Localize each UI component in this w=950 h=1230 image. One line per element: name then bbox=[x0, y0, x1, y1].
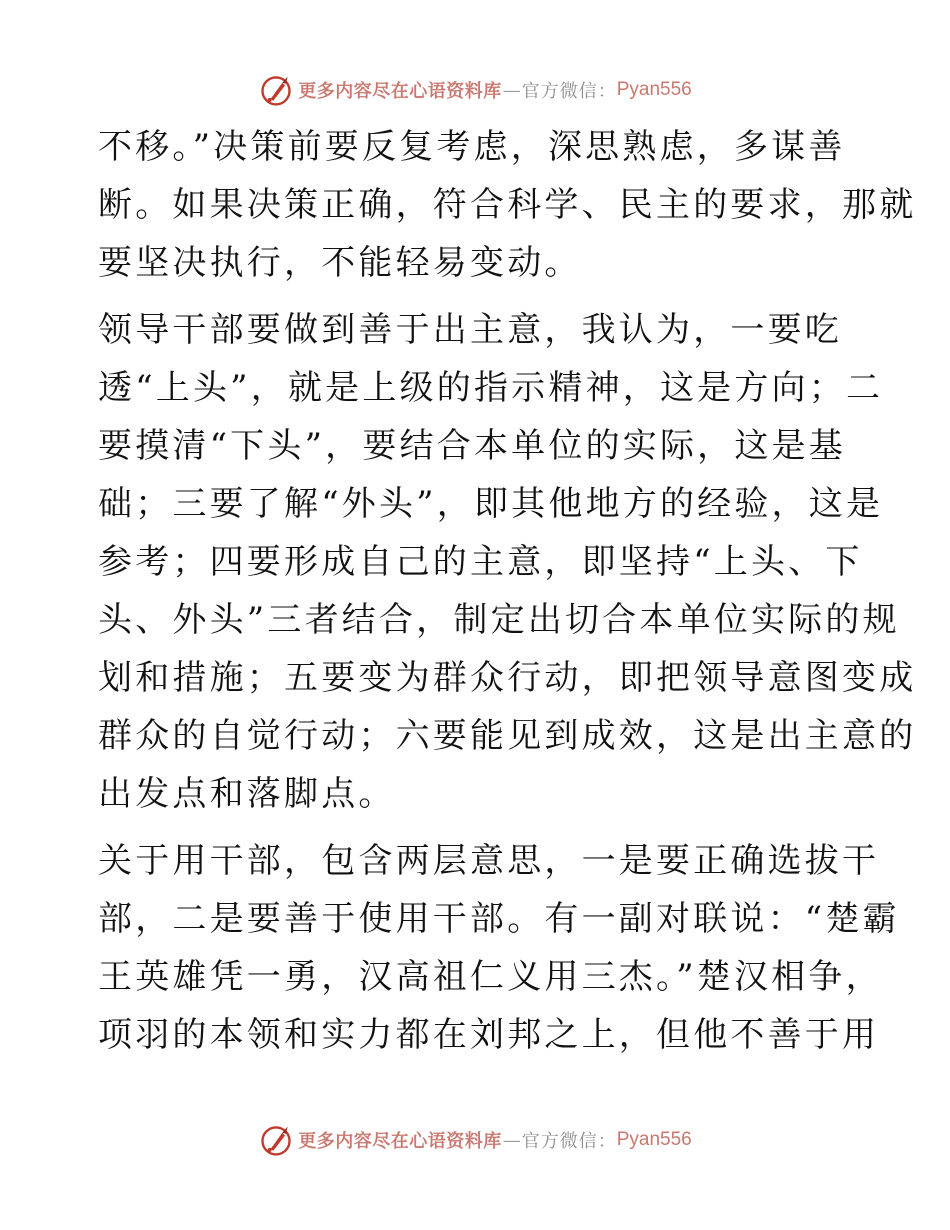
watermark-label: 官方微信： bbox=[521, 81, 617, 102]
text-line: 关于用干部，包含两层意思，一是要正确选拔干 bbox=[98, 841, 880, 881]
watermark-wechat-id: Pyan556 bbox=[616, 1129, 692, 1150]
header-watermark bbox=[0, 70, 950, 110]
text-line: 领导干部要做到善于出主意，我认为，一要吃 bbox=[98, 310, 842, 350]
document-body bbox=[98, 118, 917, 1064]
paragraph-ideas bbox=[98, 301, 917, 823]
text-line: 出发点和落脚点。 bbox=[98, 774, 396, 814]
text-line: 要坚决执行，不能轻易变动。 bbox=[98, 243, 582, 283]
text-line: 参考；四要形成自己的主意，即坚持“上头、下 bbox=[98, 542, 863, 582]
quill-pen-logo-icon bbox=[258, 72, 294, 108]
watermark-wechat-id: Pyan556 bbox=[616, 79, 692, 100]
text-line: 不移。”决策前要反复考虑，深思熟虑，多谋善 bbox=[98, 127, 846, 167]
watermark-dash: — bbox=[502, 1129, 521, 1151]
paragraph-cadres bbox=[98, 832, 900, 1064]
text-line: 项羽的本领和实力都在刘邦之上，但他不善于用 bbox=[98, 1015, 880, 1055]
watermark-main-text: 更多内容尽在心语资料库 bbox=[298, 81, 502, 102]
text-line: 头、外头”三者结合，制定出切合本单位实际的规 bbox=[98, 600, 900, 640]
watermark-main-text: 更多内容尽在心语资料库 bbox=[298, 1131, 502, 1152]
watermark-label: 官方微信： bbox=[521, 1131, 617, 1152]
footer-watermark bbox=[0, 1120, 950, 1160]
watermark-dash: — bbox=[502, 79, 521, 101]
text-line: 断。如果决策正确，符合科学、民主的要求，那就 bbox=[98, 185, 917, 225]
text-line: 划和措施；五要变为群众行动，即把领导意图变成 bbox=[98, 658, 917, 698]
text-line: 础；三要了解“外头”，即其他地方的经验，这是 bbox=[98, 484, 884, 524]
text-line: 要摸清“下头”，要结合本单位的实际，这是基 bbox=[98, 426, 846, 466]
paragraph-decision bbox=[98, 118, 917, 292]
text-line: 部，二是要善于使用干部。有一副对联说：“楚霸 bbox=[98, 899, 900, 939]
text-line: 群众的自觉行动；六要能见到成效，这是出主意的 bbox=[98, 716, 917, 756]
quill-pen-logo-icon bbox=[258, 1122, 294, 1158]
text-line: 透“上头”，就是上级的指示精神，这是方向；二 bbox=[98, 368, 884, 408]
text-line: 王英雄凭一勇，汉高祖仁义用三杰。”楚汉相争， bbox=[98, 957, 883, 997]
